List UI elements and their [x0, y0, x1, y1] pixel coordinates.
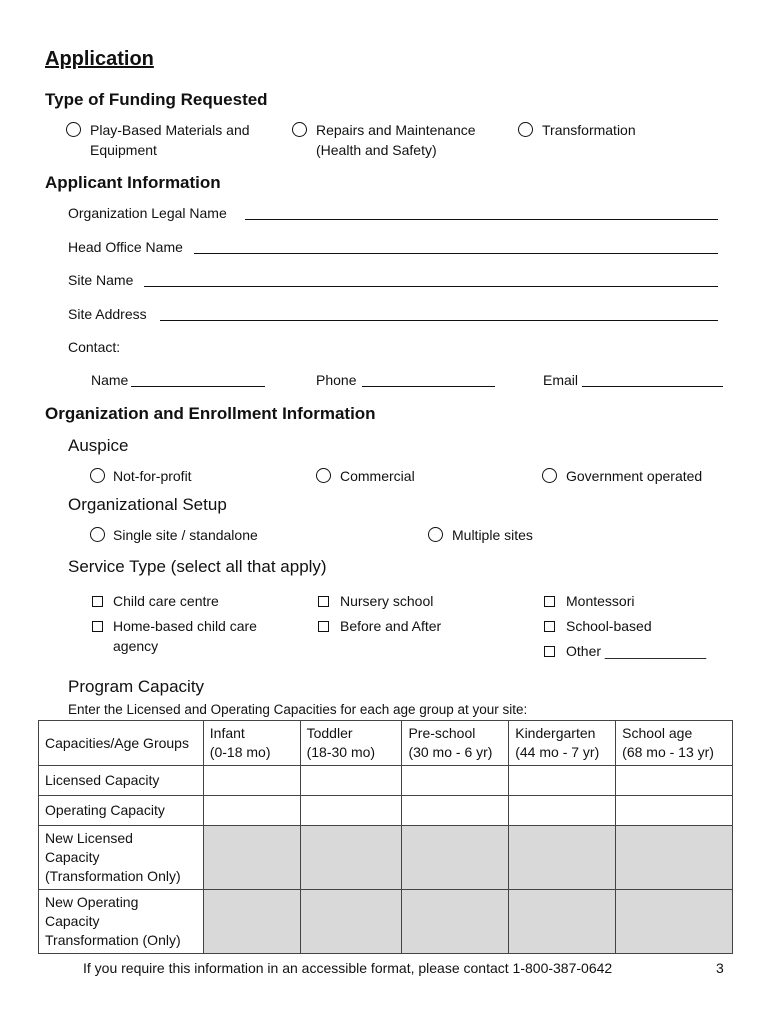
cell-licensed-infant[interactable]: [203, 766, 300, 796]
cell-new-licensed-kindergarten[interactable]: [509, 826, 616, 890]
capacity-header-row: [39, 721, 733, 766]
setup-label-multiple-sites: Multiple sites: [452, 527, 533, 543]
col-header-preschool: [402, 721, 509, 766]
funding-option-play-based: [90, 120, 250, 160]
funding-option-line: (Health and Safety): [316, 142, 437, 158]
page-title: Application: [45, 48, 154, 70]
page-number: 3: [716, 960, 724, 976]
service-label-other: Other _____________: [566, 643, 707, 659]
service-checkbox-other[interactable]: [544, 646, 555, 657]
service-label-home-based: [113, 616, 257, 656]
service-label-school-based: School-based: [566, 618, 652, 634]
applicant-heading: Applicant Information: [45, 173, 221, 192]
auspice-label-government: Government operated: [566, 468, 703, 484]
service-checkbox-child-care-centre[interactable]: [92, 596, 103, 607]
auspice-radio-government[interactable]: [542, 468, 557, 483]
col-header-kindergarten: [509, 721, 616, 766]
table-row-licensed: [39, 766, 733, 796]
service-checkbox-school-based[interactable]: [544, 621, 555, 632]
contact-name-field[interactable]: [131, 386, 265, 387]
col-header-line: (18-30 mo): [306, 744, 376, 760]
col-header-line: (30 mo - 6 yr): [408, 744, 493, 760]
col-header-toddler: [300, 721, 402, 766]
cell-new-operating-kindergarten[interactable]: [509, 890, 616, 954]
service-label-line: agency: [113, 638, 159, 654]
col-header-line: Pre-school: [408, 725, 476, 741]
col-header-line: Toddler: [306, 725, 353, 741]
row-label-line: Capacity: [45, 849, 100, 865]
col-header-school-age: [616, 721, 733, 766]
setup-radio-single-site[interactable]: [90, 527, 105, 542]
auspice-heading: Auspice: [68, 436, 129, 455]
cell-new-operating-preschool[interactable]: [402, 890, 509, 954]
funding-option-line: Equipment: [90, 142, 157, 158]
auspice-radio-commercial[interactable]: [316, 468, 331, 483]
site-address-field[interactable]: [160, 320, 718, 321]
cell-licensed-school-age[interactable]: [616, 766, 733, 796]
row-label-new-licensed: [39, 826, 204, 890]
head-office-name-label: Head Office Name: [68, 239, 183, 255]
contact-name-label: Name: [91, 372, 129, 388]
contact-phone-label: Phone: [316, 372, 357, 388]
row-label-new-operating: [39, 890, 204, 954]
setup-heading: Organizational Setup: [68, 495, 227, 514]
col-header-line: (44 mo - 7 yr): [515, 744, 600, 760]
cell-new-operating-school-age[interactable]: [616, 890, 733, 954]
row-label-licensed: Licensed Capacity: [39, 766, 204, 796]
row-label-line: Transformation (Only): [45, 932, 181, 948]
org-legal-name-field[interactable]: [245, 219, 718, 220]
table-row-new-licensed: [39, 826, 733, 890]
col-header-line: Infant: [209, 725, 245, 741]
cell-new-licensed-infant[interactable]: [203, 826, 300, 890]
funding-option-line: Play-Based Materials and: [90, 122, 250, 138]
funding-option-transformation: Transformation: [542, 122, 636, 138]
col-header-line: (68 mo - 13 yr): [622, 744, 714, 760]
service-checkbox-montessori[interactable]: [544, 596, 555, 607]
col-header-line: Kindergarten: [515, 725, 596, 741]
cell-new-licensed-school-age[interactable]: [616, 826, 733, 890]
capacity-heading: Program Capacity: [68, 677, 205, 696]
col-header-label: Capacities/Age Groups: [39, 721, 204, 766]
org-legal-name-label: Organization Legal Name: [68, 205, 227, 221]
contact-email-label: Email: [543, 372, 579, 388]
contact-phone-field[interactable]: [362, 386, 495, 387]
funding-radio-play-based[interactable]: [66, 122, 81, 137]
col-header-line: (0-18 mo): [209, 744, 271, 760]
setup-radio-multiple-sites[interactable]: [428, 527, 443, 542]
auspice-label-not-for-profit: Not-for-profit: [113, 468, 192, 484]
row-label-line: (Transformation Only): [45, 868, 181, 884]
row-label-operating: Operating Capacity: [39, 796, 204, 826]
row-label-line: New Operating: [45, 894, 139, 910]
cell-new-operating-infant[interactable]: [203, 890, 300, 954]
funding-heading: Type of Funding Requested: [45, 90, 268, 109]
col-header-line: School age: [622, 725, 693, 741]
contact-email-field[interactable]: [582, 386, 723, 387]
service-label-line: Home-based child care: [113, 618, 257, 634]
funding-option-repairs: [316, 120, 476, 160]
capacity-table: [38, 720, 733, 954]
capacity-instruction: Enter the Licensed and Operating Capacities for each age group at your site:: [68, 702, 528, 717]
funding-option-line: Repairs and Maintenance: [316, 122, 476, 138]
cell-operating-infant[interactable]: [203, 796, 300, 826]
cell-licensed-toddler[interactable]: [300, 766, 402, 796]
row-label-line: New Licensed: [45, 830, 133, 846]
site-name-label: Site Name: [68, 272, 134, 288]
row-label-line: Capacity: [45, 913, 100, 929]
cell-operating-kindergarten[interactable]: [509, 796, 616, 826]
auspice-label-commercial: Commercial: [340, 468, 415, 484]
auspice-radio-not-for-profit[interactable]: [90, 468, 105, 483]
site-address-label: Site Address: [68, 306, 147, 322]
cell-operating-preschool[interactable]: [402, 796, 509, 826]
funding-radio-repairs[interactable]: [292, 122, 307, 137]
cell-operating-school-age[interactable]: [616, 796, 733, 826]
service-checkbox-nursery[interactable]: [318, 596, 329, 607]
service-label-before-after: Before and After: [340, 618, 442, 634]
col-header-infant: [203, 721, 300, 766]
org-heading: Organization and Enrollment Information: [45, 404, 376, 423]
cell-licensed-preschool[interactable]: [402, 766, 509, 796]
service-type-heading: Service Type (select all that apply): [68, 557, 327, 576]
setup-label-single-site: Single site / standalone: [113, 527, 258, 543]
service-checkbox-home-based[interactable]: [92, 621, 103, 632]
cell-new-licensed-preschool[interactable]: [402, 826, 509, 890]
cell-licensed-kindergarten[interactable]: [509, 766, 616, 796]
table-row-operating: [39, 796, 733, 826]
service-label-child-care-centre: Child care centre: [113, 593, 219, 609]
cell-new-operating-toddler[interactable]: [300, 890, 402, 954]
table-row-new-operating: [39, 890, 733, 954]
funding-radio-transformation[interactable]: [518, 122, 533, 137]
head-office-name-field[interactable]: [194, 253, 718, 254]
service-label-nursery: Nursery school: [340, 593, 434, 609]
cell-new-licensed-toddler[interactable]: [300, 826, 402, 890]
footer-note: If you require this information in an accessible format, please contact 1-800-387-0642: [83, 960, 613, 976]
cell-operating-toddler[interactable]: [300, 796, 402, 826]
site-name-field[interactable]: [144, 286, 718, 287]
service-checkbox-before-after[interactable]: [318, 621, 329, 632]
service-label-montessori: Montessori: [566, 593, 635, 609]
contact-label: Contact:: [68, 339, 121, 355]
